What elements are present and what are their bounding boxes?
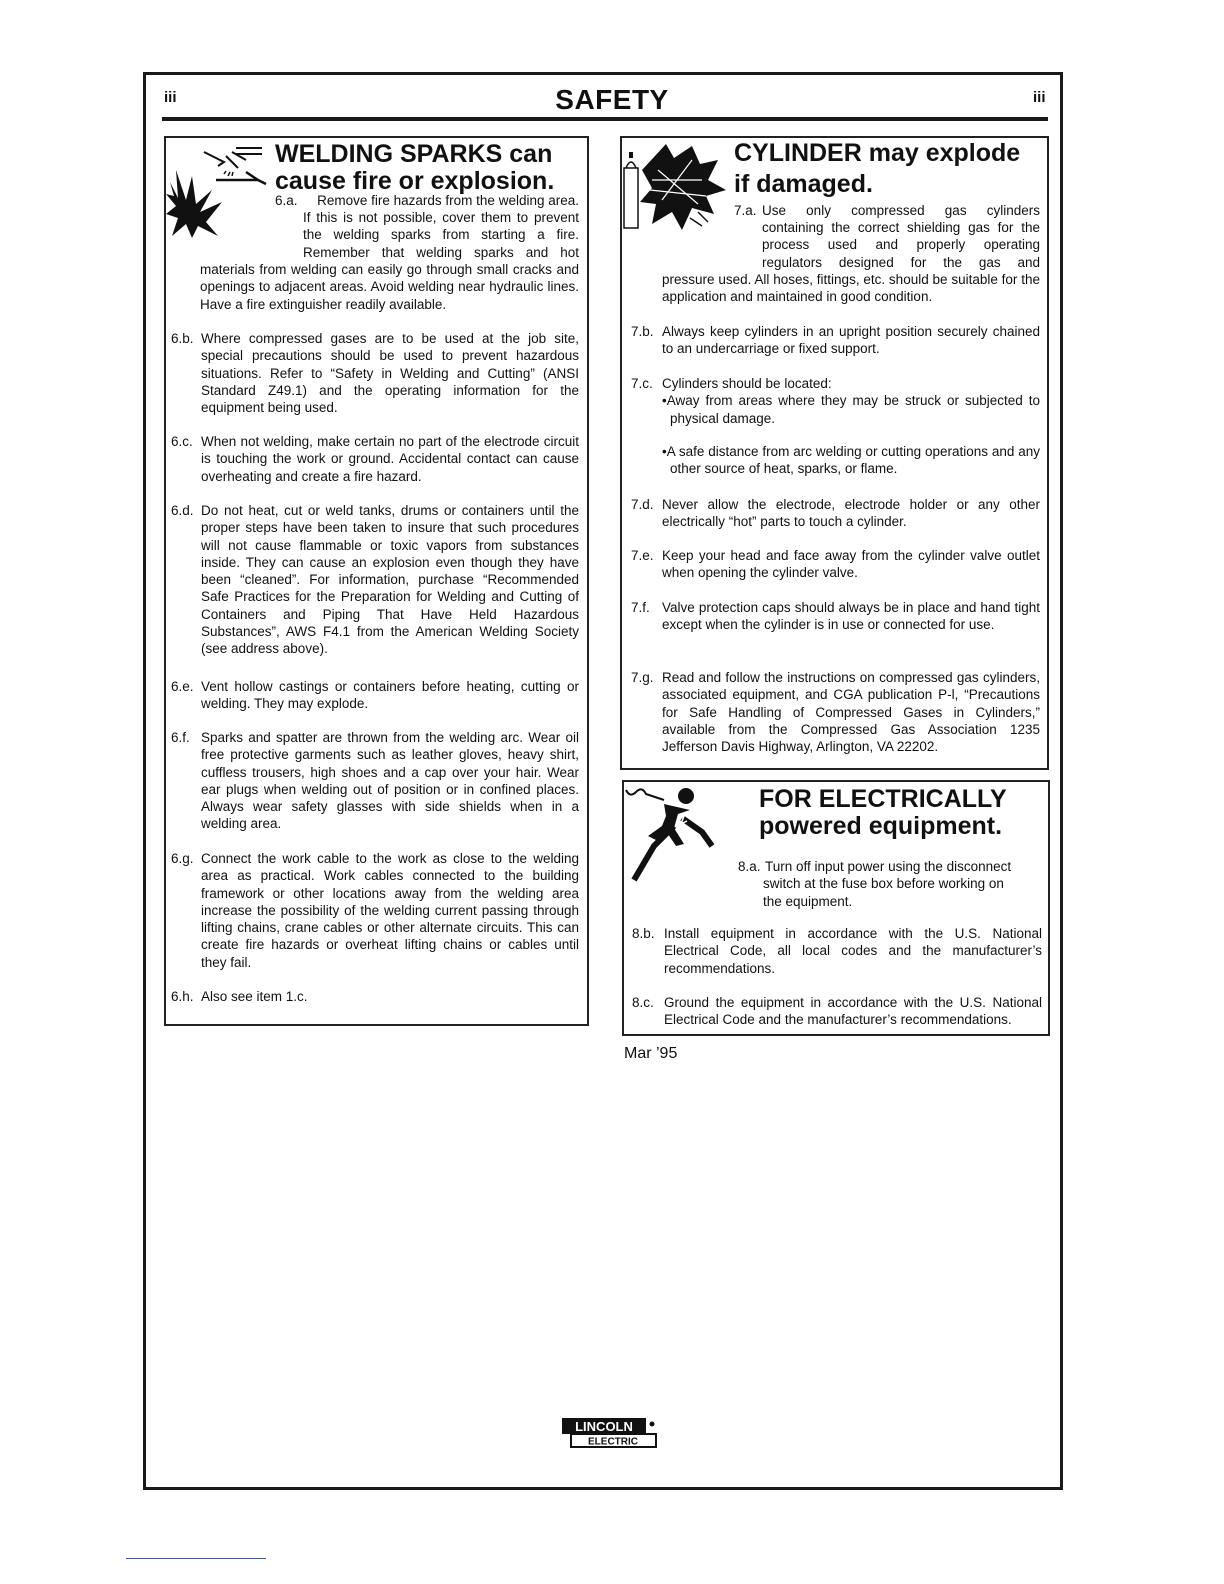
- sparks-heading-line2: cause fire or explosion.: [275, 167, 555, 195]
- cylinder-item-c: [631, 375, 1040, 477]
- cylinder-item-a-line2: containing the correct shielding gas for the: [762, 220, 1040, 235]
- item-text: Cylinders should be located:: [662, 376, 832, 391]
- page-number-left: iii: [164, 89, 177, 106]
- revision-date: Mar ’95: [624, 1045, 678, 1062]
- item-number: 6.f.: [171, 730, 190, 745]
- sparks-item-c: [171, 433, 579, 485]
- page-number-right: iii: [1033, 89, 1046, 106]
- item-number: 8.b.: [632, 926, 655, 941]
- cylinder-item-e: [631, 547, 1040, 582]
- item-number: 7.b.: [631, 324, 654, 339]
- bullet-text: •Away from areas where they may be struck or subjected to physical damage.: [662, 393, 1040, 426]
- cylinder-item-f: [631, 599, 1040, 634]
- sparks-item-b: [171, 330, 579, 416]
- item-text: Install equipment in accordance with the U.S. National Electrical Code, all local codes and the manufacturer’s recommendations.: [664, 926, 1042, 976]
- item-number: 6.a.: [275, 193, 298, 208]
- sparks-item-e: [171, 678, 579, 713]
- item-number: 7.a.: [734, 203, 757, 218]
- item-number: 6.g.: [171, 851, 194, 866]
- item-text: Keep your head and face away from the cylinder valve outlet when opening the cylinder valve.: [662, 548, 1040, 581]
- sparks-item-a-line3: the welding sparks from starting a fire.: [303, 227, 579, 242]
- item-text: When not welding, make certain no part of the electrode circuit is touching the work or ground. Accidental contact can cause overheating and create a fire hazard.: [201, 434, 579, 484]
- cylinder-explosion-icon: [622, 140, 732, 236]
- cylinder-item-d: [631, 496, 1040, 531]
- item-number: 8.a.: [738, 859, 761, 874]
- cylinder-item-a-continued: pressure used. All hoses, fittings, etc. should be suitable for the application and maintained in good condition.: [662, 272, 1040, 305]
- cylinder-heading-line2: if damaged.: [734, 170, 873, 198]
- sparks-heading-line1: WELDING SPARKS can: [275, 140, 553, 168]
- sparks-item-a-line4: Remember that welding sparks and hot: [303, 245, 579, 260]
- cylinder-item-a-line4: regulators designed for the gas and: [762, 255, 1040, 270]
- item-text: Read and follow the instructions on compressed gas cylinders, associated equipment, and CGA publication P-l, “Precautions for Safe Handling of Compressed Gases in Cylinders,” available from the Compressed Gas Association 1235 Jefferson Davis Highway, Arlington, VA 22202.: [662, 670, 1040, 755]
- sparks-item-a-line2: If this is not possible, cover them to prevent: [303, 210, 579, 225]
- item-text: Where compressed gases are to be used at the job site, special precautions should be used to prevent hazardous situations. Refer to “Safety in Welding and Cutting” (ANSI Standard Z49.1) and the operating information for the equipment being used.: [201, 331, 579, 416]
- electric-item-b: [632, 925, 1042, 977]
- sparks-item-a-line1: Remove fire hazards from the welding area.: [317, 193, 579, 208]
- cylinder-item-a-line3: process used and properly operating: [762, 237, 1040, 252]
- item-number: 8.c.: [632, 995, 654, 1010]
- header-rule: [162, 117, 1048, 121]
- item-number: 7.f.: [631, 600, 650, 615]
- page-title: SAFETY: [555, 84, 669, 115]
- cylinder-item-a-line1: Use only compressed gas cylinders: [762, 203, 1040, 218]
- sparks-item-f: [171, 729, 579, 833]
- item-number: 6.h.: [171, 989, 194, 1004]
- item-text: Connect the work cable to the work as close to the welding area as practical. Work cables connected to the building framework or other locations away from the welding area increase the possibility of the welding current passing through lifting chains, crane cables or other alternate circuits. This can create fire hazards or overheat lifting chains or cables until they fail.: [201, 851, 579, 970]
- item-text: Always keep cylinders in an upright position securely chained to an undercarriage or fixed support.: [662, 324, 1040, 357]
- electric-item-a-line2: switch at the fuse box before working on: [763, 876, 1004, 891]
- item-number: 6.c.: [171, 434, 193, 449]
- item-text: Also see item 1.c.: [201, 989, 308, 1004]
- sparks-explosion-icon: [166, 140, 274, 240]
- item-number: 6.d.: [171, 503, 194, 518]
- item-number: 7.c.: [631, 376, 653, 391]
- electric-heading-line2: powered equipment.: [759, 812, 1003, 840]
- cylinder-heading-line1: CYLINDER may explode: [734, 139, 1021, 167]
- item-text: Do not heat, cut or weld tanks, drums or containers until the proper steps have been taken to insure that such procedures will not cause flammable or toxic vapors from substances inside. They can cause an explosion even though they have been “cleaned”. For information, purchase “Recommended Safe Practices for the Preparation for Welding and Cutting of Containers and Piping That Have Held Hazardous Substances”, AWS F4.1 from the American Welding Society (see address above).: [201, 503, 579, 657]
- bullet-text: •A safe distance from arc welding or cutting operations and any other source of heat, sparks, or flame.: [662, 443, 1040, 477]
- item-text: Never allow the electrode, electrode holder or any other electrically “hot” parts to touch a cylinder.: [662, 497, 1040, 530]
- electric-heading-line1: FOR ELECTRICALLY: [759, 785, 1007, 813]
- svg-text:ELECTRIC: ELECTRIC: [588, 1436, 638, 1448]
- sparks-item-a-continued: materials from welding can easily go through small cracks and openings to adjacent areas. Avoid welding near hydraulic lines. Have a fire extinguisher readily available.: [200, 262, 579, 312]
- item-number: 7.g.: [631, 670, 654, 685]
- cylinder-item-b: [631, 323, 1040, 358]
- item-number: 6.b.: [171, 331, 194, 346]
- item-text: Sparks and spatter are thrown from the welding arc. Wear oil free protective garments such as leather gloves, heavy shirt, cuffless trousers, high shoes and a cap over your hair. Wear ear plugs when welding out of position or in confined places. Always wear safety glasses with side shields when in a welding area.: [201, 730, 579, 832]
- item-text: Valve protection caps should always be in place and hand tight except when the cylinder is in use or connected for use.: [662, 600, 1040, 633]
- sparks-item-g: [171, 850, 579, 971]
- electric-item-c: [632, 994, 1042, 1029]
- electric-shock-icon: [624, 784, 734, 884]
- item-number: 6.e.: [171, 679, 194, 694]
- cylinder-item-g: [631, 669, 1040, 755]
- electric-item-a-line3: the equipment.: [763, 894, 853, 909]
- item-number: 7.d.: [631, 497, 654, 512]
- item-text: Ground the equipment in accordance with the U.S. National Electrical Code and the manufacturer’s recommendations.: [664, 995, 1042, 1028]
- footer-link-underline: [126, 1558, 266, 1559]
- svg-text:LINCOLN: LINCOLN: [575, 1419, 633, 1434]
- electric-item-a-line1: Turn off input power using the disconnect: [765, 859, 1012, 874]
- item-text: Vent hollow castings or containers before heating, cutting or welding. They may explode.: [201, 679, 579, 712]
- item-number: 7.e.: [631, 548, 654, 563]
- sparks-item-d: [171, 502, 579, 658]
- lincoln-electric-logo: [561, 1416, 663, 1448]
- sparks-item-h: [171, 988, 579, 1005]
